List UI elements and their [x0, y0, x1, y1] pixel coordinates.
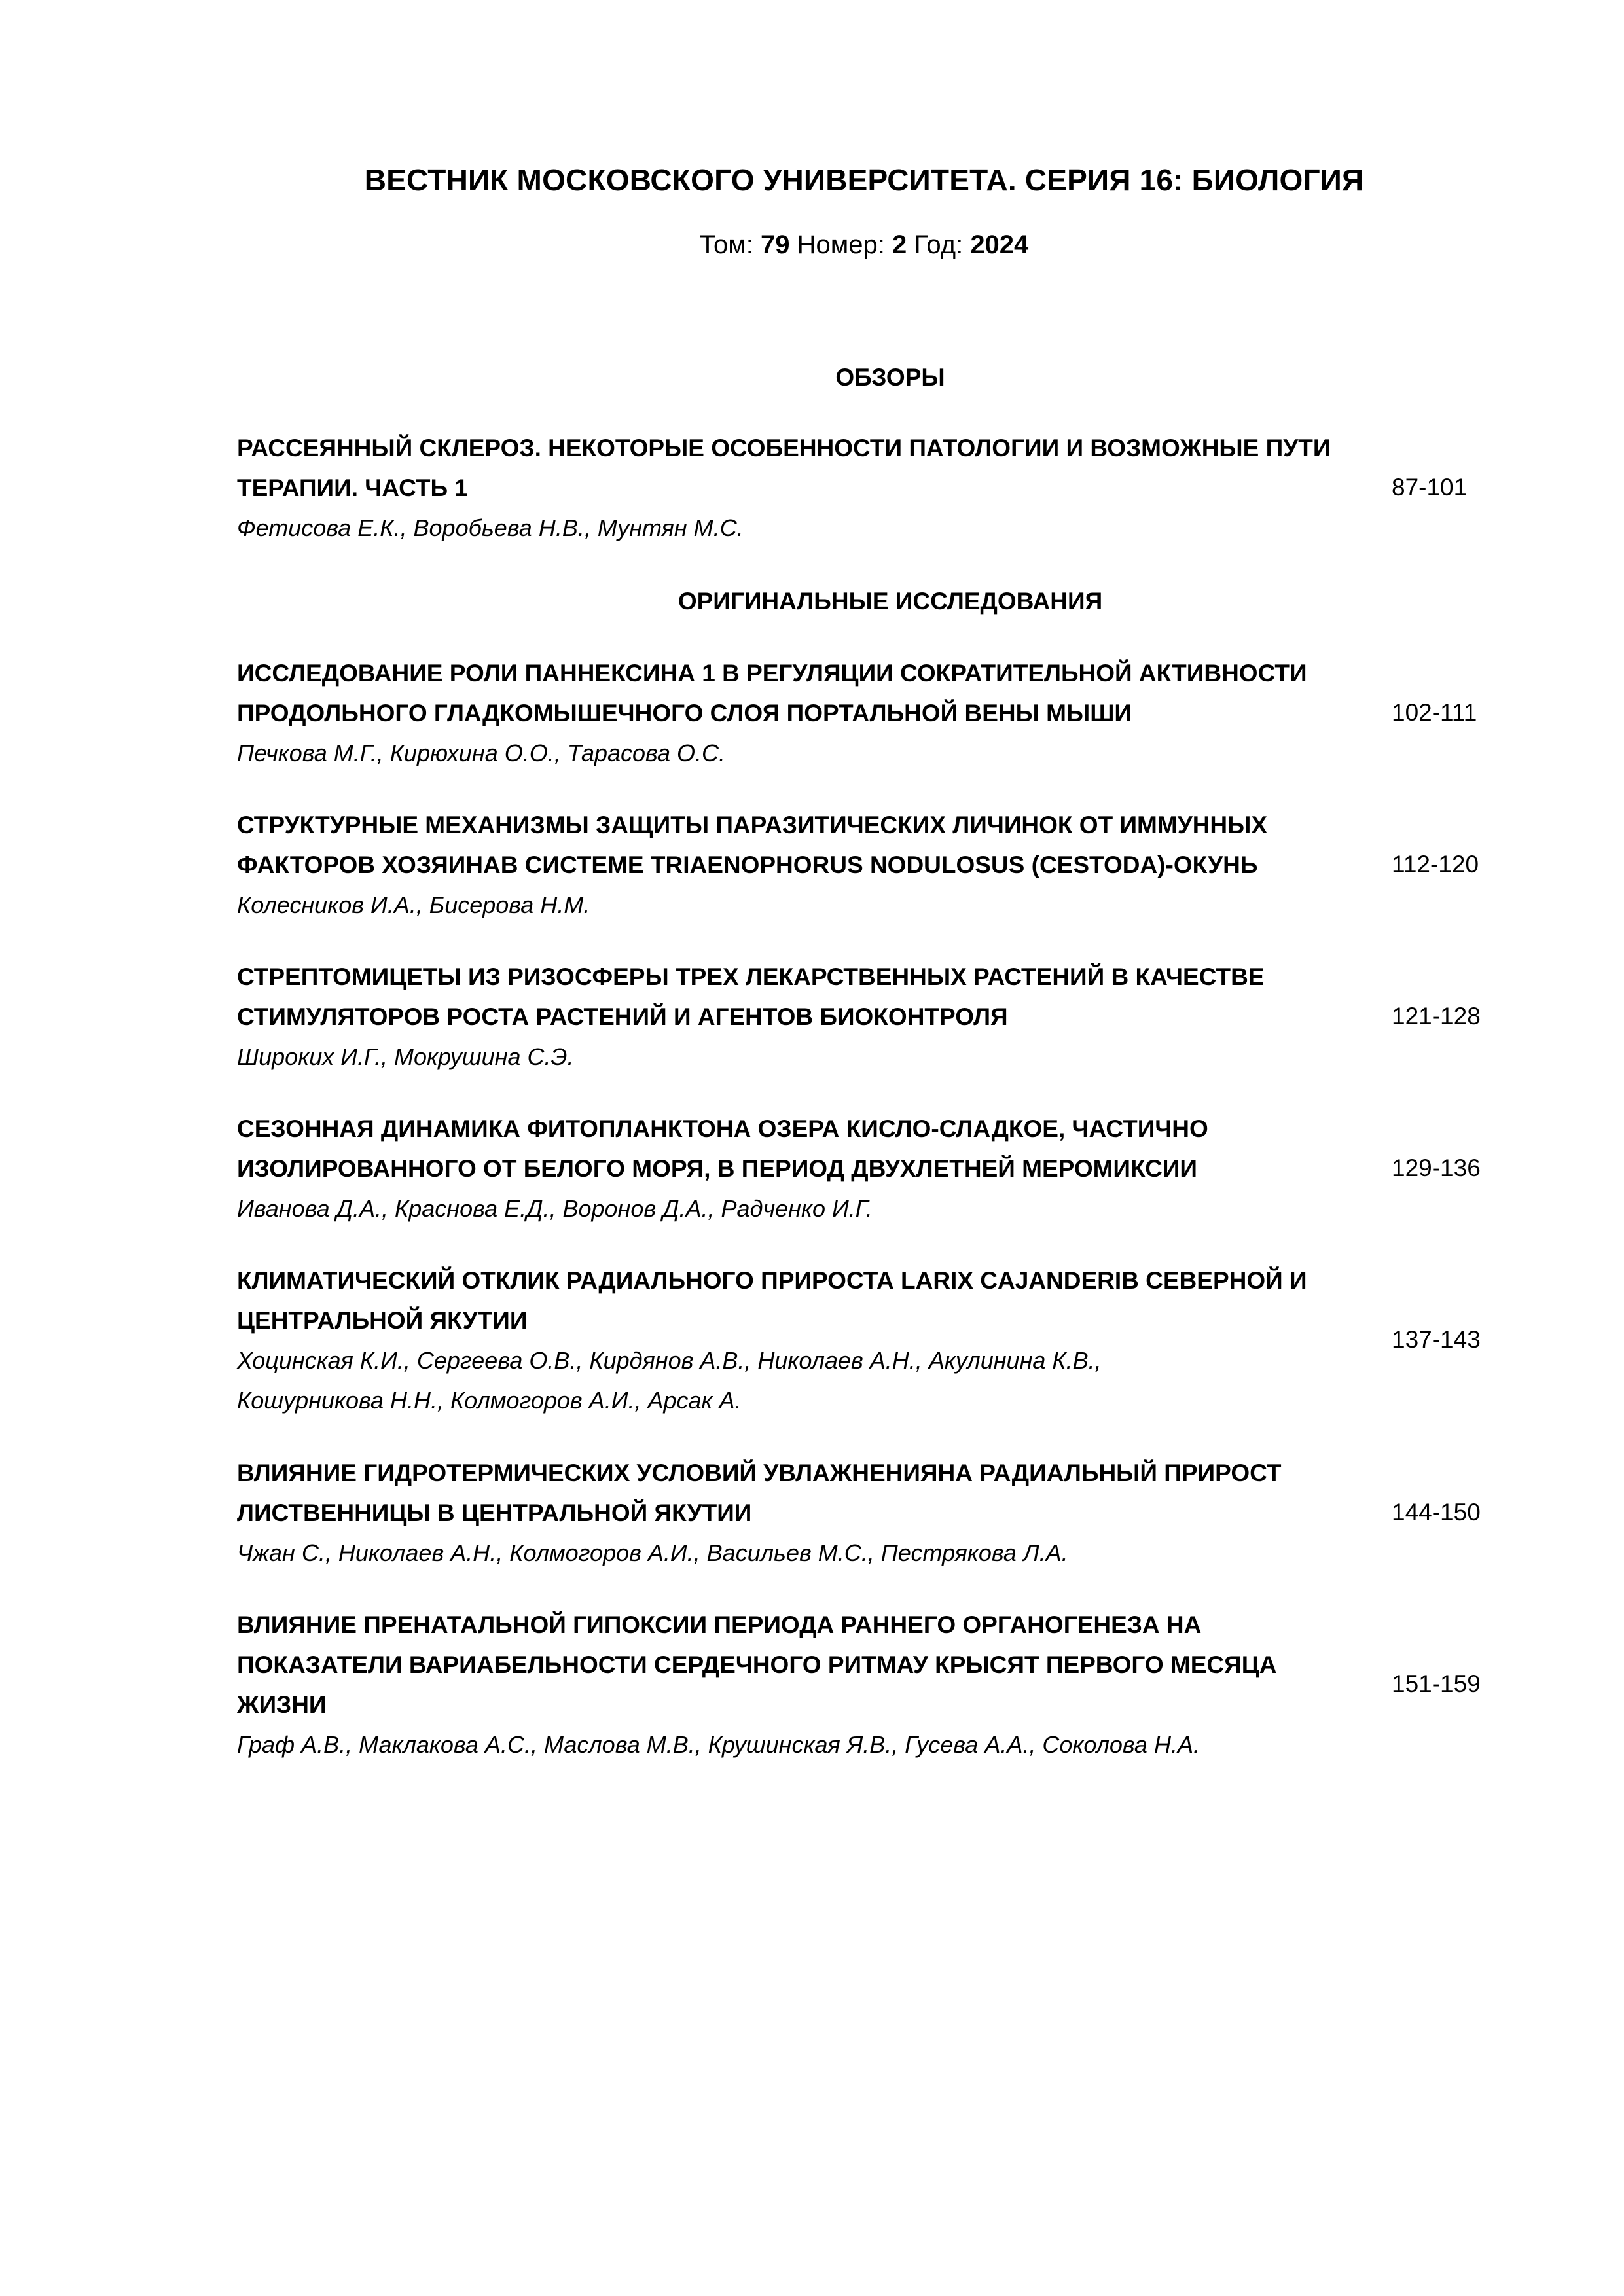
year-value: 2024 [970, 230, 1029, 259]
page-range: 121-128 [1392, 1003, 1481, 1030]
article-title-line: ВЛИЯНИЕ ПРЕНАТАЛЬНОЙ ГИПОКСИИ ПЕРИОДА РАННЕГО ОРГАНОГЕНЕЗА НА [237, 1611, 1202, 1638]
article-title-line: ВЛИЯНИЕ ГИДРОТЕРМИЧЕСКИХ УСЛОВИЙ УВЛАЖНЕНИЯНА РАДИАЛЬНЫЙ ПРИРОСТ [237, 1460, 1282, 1486]
article-authors [237, 1340, 1389, 1420]
article-title[interactable] [237, 1261, 1389, 1340]
article-authors [237, 1533, 1389, 1573]
article-title-line: КЛИМАТИЧЕСКИЙ ОТКЛИК РАДИАЛЬНОГО ПРИРОСТА LARIX CAJANDERIВ СЕВЕРНОЙ И [237, 1267, 1307, 1294]
authors-line: Широких И.Г., Мокрушина С.Э. [237, 1043, 574, 1070]
issue-line [0, 230, 1624, 260]
article-authors [237, 1037, 1389, 1077]
year-label: Год: [914, 230, 964, 259]
article-title[interactable] [237, 805, 1389, 885]
article-title-line: ПОКАЗАТЕЛИ ВАРИАБЕЛЬНОСТИ СЕРДЕЧНОГО РИТМАУ КРЫСЯТ ПЕРВОГО МЕСЯЦА [237, 1651, 1277, 1678]
authors-line: Печкова М.Г., Кирюхина О.О., Тарасова О.С. [237, 740, 726, 766]
article-title-line: ЖИЗНИ [237, 1691, 327, 1718]
article-authors [237, 885, 1389, 925]
page-range: 112-120 [1392, 851, 1479, 878]
article-authors [237, 508, 1389, 548]
authors-line: Иванова Д.А., Краснова Е.Д., Воронов Д.А., Радченко И.Г. [237, 1195, 873, 1222]
article-title-line: ПРОДОЛЬНОГО ГЛАДКОМЫШЕЧНОГО СЛОЯ ПОРТАЛЬНОЙ ВЕНЫ МЫШИ [237, 700, 1132, 726]
toc-entry [237, 428, 1389, 548]
toc-entry [237, 805, 1389, 925]
article-title-line: ИССЛЕДОВАНИЕ РОЛИ ПАННЕКСИНА 1 В РЕГУЛЯЦИИ СОКРАТИТЕЛЬНОЙ АКТИВНОСТИ [237, 660, 1307, 687]
article-title[interactable] [237, 653, 1389, 733]
article-authors [237, 733, 1389, 773]
section-heading-original-research: ОРИГИНАЛЬНЫЕ ИССЛЕДОВАНИЯ [677, 588, 1103, 615]
number-label: Номер: [797, 230, 885, 259]
toc-entry [237, 1605, 1389, 1765]
section-heading-reviews: ОБЗОРЫ [835, 364, 945, 391]
volume-value: 79 [761, 230, 790, 259]
article-title-line: СТРУКТУРНЫЕ МЕХАНИЗМЫ ЗАЩИТЫ ПАРАЗИТИЧЕСКИХ ЛИЧИНОК ОТ ИММУННЫХ [237, 812, 1268, 838]
journal-title: ВЕСТНИК МОСКОВСКОГО УНИВЕРСИТЕТА. СЕРИЯ 16: БИОЛОГИЯ [364, 163, 1364, 197]
article-title[interactable] [237, 957, 1389, 1037]
article-title-line: СТИМУЛЯТОРОВ РОСТА РАСТЕНИЙ И АГЕНТОВ БИОКОНТРОЛЯ [237, 1003, 1008, 1030]
article-authors [237, 1725, 1389, 1765]
toc-entry [237, 957, 1389, 1077]
page-range: 102-111 [1392, 699, 1477, 726]
article-title[interactable] [237, 428, 1389, 508]
toc-entry [237, 1453, 1389, 1573]
page-range: 144-150 [1392, 1499, 1481, 1526]
article-title-line: ЦЕНТРАЛЬНОЙ ЯКУТИИ [237, 1307, 528, 1334]
authors-line: Кошурникова Н.Н., Колмогоров А.И., Арсак А. [237, 1387, 742, 1414]
article-title-line: ЛИСТВЕННИЦЫ В ЦЕНТРАЛЬНОЙ ЯКУТИИ [237, 1499, 752, 1526]
article-title-line: ТЕРАПИИ. ЧАСТЬ 1 [237, 475, 468, 501]
article-title[interactable] [237, 1453, 1389, 1533]
volume-label: Том: [699, 230, 753, 259]
page-range: 137-143 [1392, 1326, 1481, 1353]
authors-line: Хоцинская К.И., Сергеева О.В., Кирдянов А.В., Николаев А.Н., Акулинина К.В., [237, 1347, 1102, 1374]
article-title-line: СТРЕПТОМИЦЕТЫ ИЗ РИЗОСФЕРЫ ТРЕХ ЛЕКАРСТВЕННЫХ РАСТЕНИЙ В КАЧЕСТВЕ [237, 963, 1265, 990]
article-title[interactable] [237, 1605, 1389, 1725]
toc-entry [237, 1109, 1389, 1229]
article-title-line: РАССЕЯННЫЙ СКЛЕРОЗ. НЕКОТОРЫЕ ОСОБЕННОСТИ ПАТОЛОГИИ И ВОЗМОЖНЫЕ ПУТИ [237, 435, 1331, 461]
article-title-line: СЕЗОННАЯ ДИНАМИКА ФИТОПЛАНКТОНА ОЗЕРА КИСЛО-СЛАДКОЕ, ЧАСТИЧНО [237, 1115, 1208, 1142]
page-range: 129-136 [1392, 1155, 1481, 1181]
number-value: 2 [892, 230, 907, 259]
authors-line: Фетисова Е.К., Воробьева Н.В., Мунтян М.С. [237, 514, 744, 541]
article-title-line: ФАКТОРОВ ХОЗЯИНАВ СИСТЕМЕ TRIAENOPHORUS NODULOSUS (CESTODA)-ОКУНЬ [237, 852, 1258, 878]
toc-entry [237, 653, 1389, 773]
toc-entry [237, 1261, 1389, 1420]
authors-line: Граф А.В., Маклакова А.С., Маслова М.В., Крушинская Я.В., Гусева А.А., Соколова Н.А. [237, 1731, 1200, 1758]
article-authors [237, 1189, 1389, 1229]
page-range: 87-101 [1392, 474, 1468, 501]
page-range: 151-159 [1392, 1670, 1481, 1697]
authors-line: Чжан С., Николаев А.Н., Колмогоров А.И., Васильев М.С., Пестрякова Л.А. [237, 1539, 1068, 1566]
article-title[interactable] [237, 1109, 1389, 1189]
article-title-line: ИЗОЛИРОВАННОГО ОТ БЕЛОГО МОРЯ, В ПЕРИОД ДВУХЛЕТНЕЙ МЕРОМИКСИИ [237, 1155, 1198, 1182]
authors-line: Колесников И.А., Бисерова Н.М. [237, 891, 590, 918]
